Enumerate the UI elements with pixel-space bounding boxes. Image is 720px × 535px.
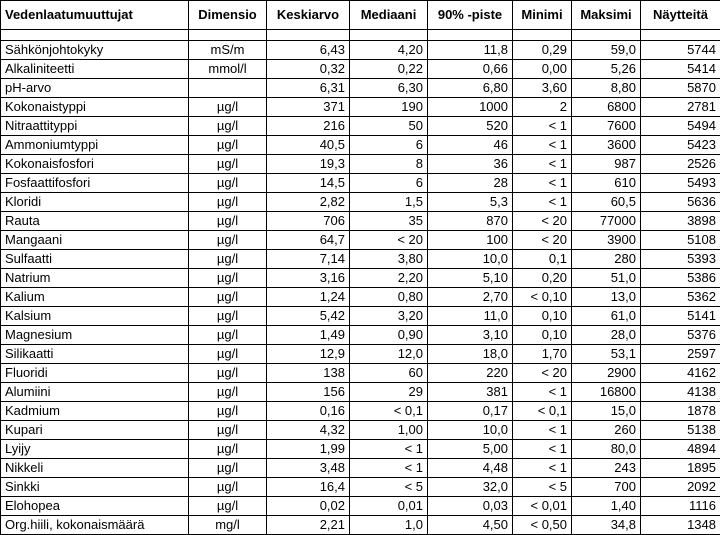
maximum-cell: 2900 (572, 364, 641, 383)
table-row (1, 117, 720, 136)
minimum-cell: 0,29 (513, 41, 572, 60)
median-cell: 6,30 (350, 79, 428, 98)
median-cell: 0,01 (350, 497, 428, 516)
percentile-90-cell: 1000 (428, 98, 513, 117)
minimum-cell: < 1 (513, 117, 572, 136)
minimum-cell: < 1 (513, 174, 572, 193)
median-cell: < 0,1 (350, 402, 428, 421)
dimension-cell: mg/l (189, 516, 267, 535)
minimum-cell: 0,00 (513, 60, 572, 79)
empty-cell (513, 30, 572, 41)
samples-cell: 4138 (641, 383, 720, 402)
percentile-90-cell: 18,0 (428, 345, 513, 364)
header-maximum: Maksimi (572, 1, 641, 30)
table-row (1, 250, 720, 269)
maximum-cell: 15,0 (572, 402, 641, 421)
percentile-90-cell: 0,66 (428, 60, 513, 79)
mean-cell: 14,5 (267, 174, 350, 193)
variable-name-cell: pH-arvo (1, 79, 189, 98)
mean-cell: 64,7 (267, 231, 350, 250)
mean-cell: 216 (267, 117, 350, 136)
table-row (1, 41, 720, 60)
percentile-90-cell: 2,70 (428, 288, 513, 307)
variable-name-cell: Kupari (1, 421, 189, 440)
mean-cell: 7,14 (267, 250, 350, 269)
maximum-cell: 1,40 (572, 497, 641, 516)
samples-cell: 4162 (641, 364, 720, 383)
maximum-cell: 59,0 (572, 41, 641, 60)
maximum-cell: 16800 (572, 383, 641, 402)
table-row (1, 345, 720, 364)
maximum-cell: 3900 (572, 231, 641, 250)
maximum-cell: 280 (572, 250, 641, 269)
samples-cell: 5744 (641, 41, 720, 60)
variable-name-cell: Rauta (1, 212, 189, 231)
variable-name-cell: Alkaliniteetti (1, 60, 189, 79)
header-samples: Näytteitä (641, 1, 720, 30)
table-row (1, 383, 720, 402)
maximum-cell: 987 (572, 155, 641, 174)
dimension-cell: µg/l (189, 174, 267, 193)
dimension-cell: µg/l (189, 345, 267, 364)
minimum-cell: < 0,01 (513, 497, 572, 516)
percentile-90-cell: 381 (428, 383, 513, 402)
table-row (1, 364, 720, 383)
dimension-cell (189, 79, 267, 98)
median-cell: 4,20 (350, 41, 428, 60)
mean-cell: 1,49 (267, 326, 350, 345)
samples-cell: 1878 (641, 402, 720, 421)
mean-cell: 371 (267, 98, 350, 117)
dimension-cell: µg/l (189, 326, 267, 345)
empty-cell (641, 30, 720, 41)
samples-cell: 5141 (641, 307, 720, 326)
dimension-cell: mmol/l (189, 60, 267, 79)
variable-name-cell: Nikkeli (1, 459, 189, 478)
minimum-cell: < 5 (513, 478, 572, 497)
percentile-90-cell: 5,3 (428, 193, 513, 212)
samples-cell: 5494 (641, 117, 720, 136)
table-row (1, 516, 720, 535)
variable-name-cell: Kokonaisfosfori (1, 155, 189, 174)
dimension-cell: µg/l (189, 459, 267, 478)
table-row (1, 212, 720, 231)
maximum-cell: 53,1 (572, 345, 641, 364)
maximum-cell: 700 (572, 478, 641, 497)
median-cell: < 1 (350, 459, 428, 478)
variable-name-cell: Kadmium (1, 402, 189, 421)
maximum-cell: 260 (572, 421, 641, 440)
percentile-90-cell: 870 (428, 212, 513, 231)
spacer-row (1, 30, 720, 41)
dimension-cell: µg/l (189, 231, 267, 250)
table-row (1, 174, 720, 193)
percentile-90-cell: 3,10 (428, 326, 513, 345)
samples-cell: 1348 (641, 516, 720, 535)
samples-cell: 2526 (641, 155, 720, 174)
percentile-90-cell: 5,00 (428, 440, 513, 459)
header-dimension: Dimensio (189, 1, 267, 30)
variable-name-cell: Sinkki (1, 478, 189, 497)
table-row (1, 79, 720, 98)
maximum-cell: 51,0 (572, 269, 641, 288)
percentile-90-cell: 100 (428, 231, 513, 250)
samples-cell: 2597 (641, 345, 720, 364)
median-cell: 190 (350, 98, 428, 117)
samples-cell: 5108 (641, 231, 720, 250)
minimum-cell: < 1 (513, 459, 572, 478)
percentile-90-cell: 11,8 (428, 41, 513, 60)
mean-cell: 12,9 (267, 345, 350, 364)
minimum-cell: < 20 (513, 231, 572, 250)
maximum-cell: 61,0 (572, 307, 641, 326)
percentile-90-cell: 220 (428, 364, 513, 383)
maximum-cell: 243 (572, 459, 641, 478)
median-cell: 0,80 (350, 288, 428, 307)
samples-cell: 5376 (641, 326, 720, 345)
dimension-cell: µg/l (189, 269, 267, 288)
samples-cell: 5870 (641, 79, 720, 98)
empty-cell (189, 30, 267, 41)
empty-cell (267, 30, 350, 41)
maximum-cell: 13,0 (572, 288, 641, 307)
median-cell: 6 (350, 174, 428, 193)
dimension-cell: µg/l (189, 497, 267, 516)
table-row (1, 326, 720, 345)
mean-cell: 3,48 (267, 459, 350, 478)
mean-cell: 40,5 (267, 136, 350, 155)
median-cell: 1,5 (350, 193, 428, 212)
table-row (1, 478, 720, 497)
percentile-90-cell: 32,0 (428, 478, 513, 497)
mean-cell: 2,21 (267, 516, 350, 535)
maximum-cell: 610 (572, 174, 641, 193)
median-cell: 1,0 (350, 516, 428, 535)
minimum-cell: < 0,10 (513, 288, 572, 307)
percentile-90-cell: 10,0 (428, 421, 513, 440)
maximum-cell: 60,5 (572, 193, 641, 212)
median-cell: 1,00 (350, 421, 428, 440)
variable-name-cell: Alumiini (1, 383, 189, 402)
median-cell: 12,0 (350, 345, 428, 364)
variable-name-cell: Elohopea (1, 497, 189, 516)
empty-cell (428, 30, 513, 41)
median-cell: 35 (350, 212, 428, 231)
table-row (1, 288, 720, 307)
minimum-cell: 0,10 (513, 307, 572, 326)
median-cell: 2,20 (350, 269, 428, 288)
variable-name-cell: Org.hiili, kokonaismäärä (1, 516, 189, 535)
variable-name-cell: Sähkönjohtokyky (1, 41, 189, 60)
minimum-cell: 0,1 (513, 250, 572, 269)
empty-cell (350, 30, 428, 41)
variable-name-cell: Lyijy (1, 440, 189, 459)
variable-name-cell: Magnesium (1, 326, 189, 345)
median-cell: 29 (350, 383, 428, 402)
minimum-cell: 1,70 (513, 345, 572, 364)
percentile-90-cell: 5,10 (428, 269, 513, 288)
header-minimum: Minimi (513, 1, 572, 30)
median-cell: 6 (350, 136, 428, 155)
median-cell: 50 (350, 117, 428, 136)
samples-cell: 5423 (641, 136, 720, 155)
samples-cell: 1895 (641, 459, 720, 478)
minimum-cell: < 0,50 (513, 516, 572, 535)
variable-name-cell: Fluoridi (1, 364, 189, 383)
variable-name-cell: Natrium (1, 269, 189, 288)
maximum-cell: 77000 (572, 212, 641, 231)
variable-name-cell: Nitraattityppi (1, 117, 189, 136)
median-cell: 3,80 (350, 250, 428, 269)
table-row (1, 231, 720, 250)
minimum-cell: 0,10 (513, 326, 572, 345)
mean-cell: 0,16 (267, 402, 350, 421)
dimension-cell: µg/l (189, 383, 267, 402)
minimum-cell: < 1 (513, 136, 572, 155)
mean-cell: 19,3 (267, 155, 350, 174)
mean-cell: 16,4 (267, 478, 350, 497)
header-median: Mediaani (350, 1, 428, 30)
variable-name-cell: Kloridi (1, 193, 189, 212)
dimension-cell: µg/l (189, 212, 267, 231)
table-row (1, 402, 720, 421)
variable-name-cell: Ammoniumtyppi (1, 136, 189, 155)
samples-cell: 5362 (641, 288, 720, 307)
header-row (1, 1, 720, 30)
median-cell: < 1 (350, 440, 428, 459)
dimension-cell: µg/l (189, 364, 267, 383)
mean-cell: 156 (267, 383, 350, 402)
dimension-cell: µg/l (189, 288, 267, 307)
mean-cell: 5,42 (267, 307, 350, 326)
samples-cell: 2092 (641, 478, 720, 497)
maximum-cell: 28,0 (572, 326, 641, 345)
variable-name-cell: Sulfaatti (1, 250, 189, 269)
variable-name-cell: Mangaani (1, 231, 189, 250)
samples-cell: 5386 (641, 269, 720, 288)
table-body (1, 30, 720, 535)
minimum-cell: < 20 (513, 212, 572, 231)
maximum-cell: 3600 (572, 136, 641, 155)
samples-cell: 5393 (641, 250, 720, 269)
minimum-cell: < 20 (513, 364, 572, 383)
header-variable: Vedenlaatumuuttujat (1, 1, 189, 30)
table-row (1, 98, 720, 117)
dimension-cell: µg/l (189, 307, 267, 326)
minimum-cell: < 1 (513, 440, 572, 459)
table-row (1, 421, 720, 440)
minimum-cell: 2 (513, 98, 572, 117)
samples-cell: 2781 (641, 98, 720, 117)
percentile-90-cell: 4,48 (428, 459, 513, 478)
minimum-cell: < 1 (513, 421, 572, 440)
mean-cell: 138 (267, 364, 350, 383)
header-90-percentile: 90% -piste (428, 1, 513, 30)
table-row (1, 136, 720, 155)
median-cell: 3,20 (350, 307, 428, 326)
percentile-90-cell: 0,03 (428, 497, 513, 516)
dimension-cell: µg/l (189, 478, 267, 497)
maximum-cell: 7600 (572, 117, 641, 136)
median-cell: 0,90 (350, 326, 428, 345)
percentile-90-cell: 6,80 (428, 79, 513, 98)
samples-cell: 5636 (641, 193, 720, 212)
dimension-cell: µg/l (189, 136, 267, 155)
samples-cell: 5414 (641, 60, 720, 79)
samples-cell: 4894 (641, 440, 720, 459)
variable-name-cell: Kalsium (1, 307, 189, 326)
mean-cell: 706 (267, 212, 350, 231)
dimension-cell: mS/m (189, 41, 267, 60)
minimum-cell: 0,20 (513, 269, 572, 288)
empty-cell (572, 30, 641, 41)
dimension-cell: µg/l (189, 440, 267, 459)
table-row (1, 307, 720, 326)
table-row (1, 459, 720, 478)
maximum-cell: 34,8 (572, 516, 641, 535)
minimum-cell: < 1 (513, 383, 572, 402)
minimum-cell: 3,60 (513, 79, 572, 98)
mean-cell: 0,32 (267, 60, 350, 79)
percentile-90-cell: 11,0 (428, 307, 513, 326)
table-row (1, 269, 720, 288)
header-mean: Keskiarvo (267, 1, 350, 30)
samples-cell: 5493 (641, 174, 720, 193)
table-row (1, 60, 720, 79)
percentile-90-cell: 36 (428, 155, 513, 174)
minimum-cell: < 1 (513, 193, 572, 212)
mean-cell: 4,32 (267, 421, 350, 440)
median-cell: 8 (350, 155, 428, 174)
samples-cell: 3898 (641, 212, 720, 231)
dimension-cell: µg/l (189, 117, 267, 136)
samples-cell: 5138 (641, 421, 720, 440)
table-header (1, 1, 720, 30)
percentile-90-cell: 46 (428, 136, 513, 155)
percentile-90-cell: 520 (428, 117, 513, 136)
maximum-cell: 5,26 (572, 60, 641, 79)
variable-name-cell: Silikaatti (1, 345, 189, 364)
maximum-cell: 80,0 (572, 440, 641, 459)
percentile-90-cell: 28 (428, 174, 513, 193)
mean-cell: 1,24 (267, 288, 350, 307)
dimension-cell: µg/l (189, 421, 267, 440)
minimum-cell: < 1 (513, 155, 572, 174)
percentile-90-cell: 10,0 (428, 250, 513, 269)
median-cell: 60 (350, 364, 428, 383)
dimension-cell: µg/l (189, 402, 267, 421)
table-row (1, 193, 720, 212)
median-cell: < 20 (350, 231, 428, 250)
mean-cell: 2,82 (267, 193, 350, 212)
table-row (1, 497, 720, 516)
mean-cell: 6,31 (267, 79, 350, 98)
median-cell: < 5 (350, 478, 428, 497)
mean-cell: 1,99 (267, 440, 350, 459)
empty-cell (1, 30, 189, 41)
table-row (1, 440, 720, 459)
percentile-90-cell: 0,17 (428, 402, 513, 421)
mean-cell: 6,43 (267, 41, 350, 60)
variable-name-cell: Kalium (1, 288, 189, 307)
median-cell: 0,22 (350, 60, 428, 79)
samples-cell: 1116 (641, 497, 720, 516)
dimension-cell: µg/l (189, 250, 267, 269)
mean-cell: 3,16 (267, 269, 350, 288)
variable-name-cell: Fosfaattifosfori (1, 174, 189, 193)
percentile-90-cell: 4,50 (428, 516, 513, 535)
minimum-cell: < 0,1 (513, 402, 572, 421)
mean-cell: 0,02 (267, 497, 350, 516)
maximum-cell: 8,80 (572, 79, 641, 98)
dimension-cell: µg/l (189, 98, 267, 117)
dimension-cell: µg/l (189, 193, 267, 212)
maximum-cell: 6800 (572, 98, 641, 117)
dimension-cell: µg/l (189, 155, 267, 174)
variable-name-cell: Kokonaistyppi (1, 98, 189, 117)
table-row (1, 155, 720, 174)
